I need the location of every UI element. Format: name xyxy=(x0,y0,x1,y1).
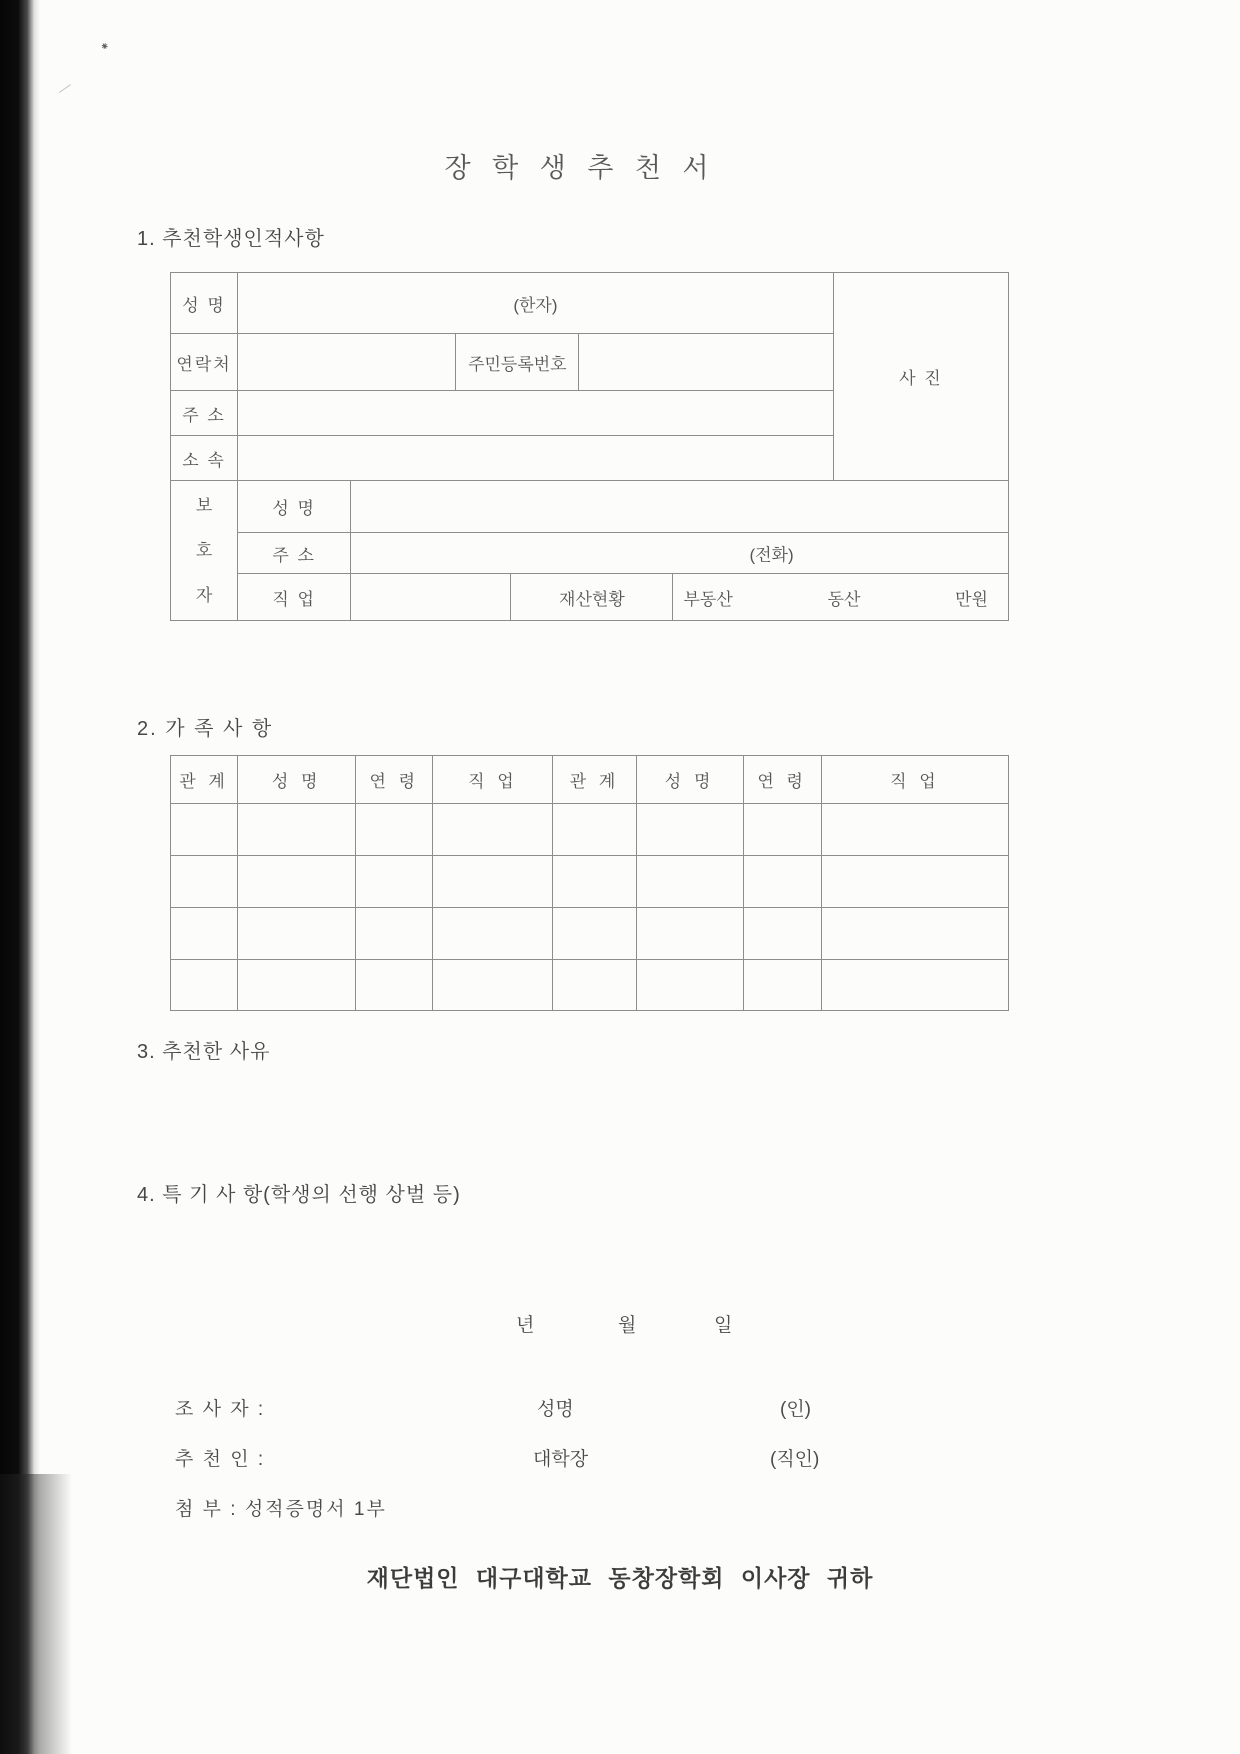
family-header-job-2: 직 업 xyxy=(821,756,1008,804)
empty-form-cell xyxy=(636,908,743,960)
affiliation-input-cell xyxy=(238,436,834,481)
form-title: 장 학 생 추 천 서 xyxy=(444,153,716,183)
recipient-line: 재단법인 대구대학교 동창장학회 이사장 귀하 xyxy=(366,1565,874,1591)
empty-form-cell xyxy=(636,960,743,1011)
empty-form-cell xyxy=(636,856,743,908)
recommender-seal-label: (직인) xyxy=(770,1449,820,1470)
section-2-heading: 2. 가 족 사 항 xyxy=(137,718,274,740)
empty-form-cell xyxy=(821,804,1008,856)
family-header-relation-2: 관 계 xyxy=(553,756,636,804)
empty-form-cell xyxy=(433,908,553,960)
empty-form-cell xyxy=(238,856,356,908)
recommender-title-label: 대학장 xyxy=(533,1449,589,1470)
guardian-char-1: 보 xyxy=(195,496,213,515)
label-unit-manwon: 만원 xyxy=(955,589,988,609)
family-header-job-1: 직 업 xyxy=(433,756,553,804)
contact-input-cell xyxy=(238,334,456,391)
guardian-job-input-cell xyxy=(351,574,511,621)
empty-form-cell xyxy=(636,804,743,856)
label-real-estate: 부동산 xyxy=(683,589,733,609)
empty-form-cell xyxy=(238,908,356,960)
section-1-heading: 1. 추천학생인적사항 xyxy=(137,228,325,250)
guardian-char-2: 호 xyxy=(195,541,213,560)
empty-form-cell xyxy=(356,960,433,1011)
date-day-label: 일 xyxy=(714,1315,733,1336)
family-header-relation-1: 관 계 xyxy=(171,756,238,804)
empty-form-cell xyxy=(821,960,1008,1011)
label-guardian-address: 주 소 xyxy=(238,533,351,574)
assets-detail-row xyxy=(673,585,1008,610)
empty-form-cell xyxy=(743,960,821,1011)
empty-form-cell xyxy=(743,804,821,856)
empty-form-cell xyxy=(821,908,1008,960)
investigator-seal-label: (인) xyxy=(780,1399,812,1420)
section-4-heading: 4. 특 기 사 항(학생의 선행 상벌 등) xyxy=(137,1184,461,1206)
label-guardian-name: 성 명 xyxy=(238,481,351,533)
empty-form-cell xyxy=(553,908,636,960)
guardian-name-input-cell xyxy=(351,481,1009,533)
investigator-label: 조 사 자 : xyxy=(175,1399,266,1420)
date-month-label: 월 xyxy=(618,1315,637,1336)
attachment-label: 첨 부 : 성적증명서 1부 xyxy=(175,1499,387,1520)
label-guardian-job: 직 업 xyxy=(238,574,351,621)
empty-form-cell xyxy=(433,804,553,856)
resident-no-input-cell xyxy=(579,334,833,391)
empty-form-cell xyxy=(238,960,356,1011)
label-resident-no: 주민등록번호 xyxy=(456,334,579,391)
empty-form-cell xyxy=(743,856,821,908)
section-3-heading: 3. 추천한 사유 xyxy=(137,1041,271,1063)
empty-form-cell xyxy=(171,856,238,908)
label-guardian xyxy=(171,481,238,621)
student-info-table xyxy=(170,272,1009,621)
scan-speck: ⁕ xyxy=(98,40,111,54)
empty-form-cell xyxy=(171,908,238,960)
guardian-char-3: 자 xyxy=(195,586,213,605)
empty-form-cell xyxy=(553,804,636,856)
empty-form-cell xyxy=(356,856,433,908)
family-header-name-2: 성 명 xyxy=(636,756,743,804)
label-contact: 연락처 xyxy=(171,334,238,391)
photo-cell: 사 진 xyxy=(833,273,1008,481)
empty-form-cell xyxy=(433,856,553,908)
label-address: 주 소 xyxy=(171,391,238,436)
family-header-age-1: 연 령 xyxy=(356,756,433,804)
family-header-age-2: 연 령 xyxy=(743,756,821,804)
address-input-cell xyxy=(238,391,834,436)
label-movables: 동산 xyxy=(827,589,861,609)
empty-form-cell xyxy=(553,960,636,1011)
scan-scratch xyxy=(59,84,71,93)
empty-form-cell xyxy=(171,804,238,856)
empty-form-cell xyxy=(553,856,636,908)
label-guardian-phone: (전화) xyxy=(749,545,794,565)
recommender-label: 추 천 인 : xyxy=(175,1449,266,1470)
family-header-name-1: 성 명 xyxy=(238,756,356,804)
scan-shadow-bottom-left xyxy=(0,1474,72,1754)
empty-form-cell xyxy=(356,804,433,856)
label-assets: 재산현황 xyxy=(511,574,673,621)
empty-form-cell xyxy=(821,856,1008,908)
empty-form-cell xyxy=(238,804,356,856)
empty-form-cell xyxy=(743,908,821,960)
label-student-name: 성 명 xyxy=(171,273,238,334)
empty-form-cell xyxy=(171,960,238,1011)
empty-form-cell xyxy=(433,960,553,1011)
guardian-address-input-cell xyxy=(351,533,1009,574)
assets-detail-cell xyxy=(673,574,1009,621)
empty-form-cell xyxy=(356,908,433,960)
hanja-cell: (한자) xyxy=(238,273,834,334)
label-affiliation: 소 속 xyxy=(171,436,238,481)
investigator-name-label: 성명 xyxy=(537,1399,574,1420)
date-year-label: 년 xyxy=(516,1315,535,1336)
family-table xyxy=(170,755,1009,1011)
